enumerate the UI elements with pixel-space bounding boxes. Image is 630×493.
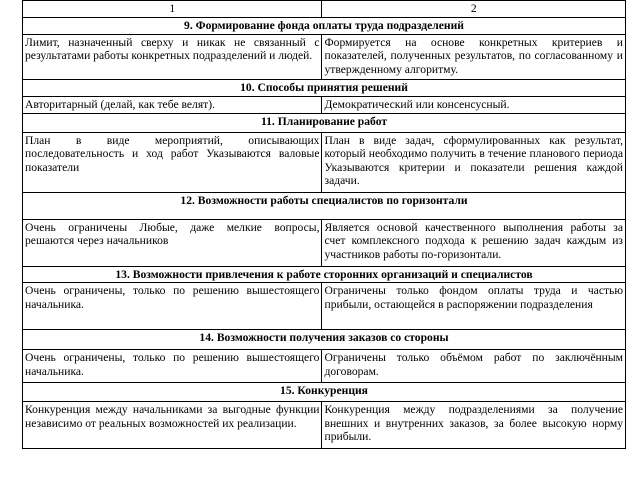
comparison-row	[23, 34, 626, 79]
section-title-row	[23, 330, 626, 350]
section-title: 14. Возможности получения заказов со стороны	[23, 330, 626, 350]
right-cell: Ограничены только объёмом работ по заключённым договорам.	[322, 350, 626, 383]
section-title: 12. Возможности работы специалистов по горизонтали	[23, 192, 626, 219]
right-cell: План в виде задач, сформулированных как результат, который необходимо получить в течение планового периода Указываются критерии и показатели решения каждой задачи.	[322, 132, 626, 192]
section-title-row	[23, 79, 626, 96]
section-title: 15. Конкуренция	[23, 383, 626, 402]
right-cell: Демократический или консенсусный.	[322, 96, 626, 113]
left-cell: Очень ограничены Любые, даже мелкие вопросы, решаются через начальников	[23, 219, 322, 266]
section-title-row	[23, 113, 626, 132]
column-number-row	[23, 1, 626, 18]
section-title: 9. Формирование фонда оплаты труда подразделений	[23, 17, 626, 34]
comparison-row	[23, 219, 626, 266]
right-cell: Является основой качественного выполнения работы за счет комплексного подхода к решению задач каждым из участников работы по-горизонтали.	[322, 219, 626, 266]
section-title-row	[23, 17, 626, 34]
section-title-row	[23, 192, 626, 219]
left-cell: Очень ограничены, только по решению вышестоящего начальника.	[23, 283, 322, 330]
right-cell: Ограничены только фондом оплаты труда и частью прибыли, остающейся в распоряжении подразделения	[322, 283, 626, 330]
left-cell: Авторитарный (делай, как тебе велят).	[23, 96, 322, 113]
left-cell: Очень ограничены, только по решению вышестоящего начальника.	[23, 350, 322, 383]
comparison-row	[23, 402, 626, 449]
right-cell: Конкуренция между подразделениями за получение внешних и внутренних заказов, за более высокую норму прибыли.	[322, 402, 626, 449]
comparison-table	[22, 0, 626, 449]
left-cell: Конкуренция между начальниками за выгодные функции независимо от реальных возможностей их реализации.	[23, 402, 322, 449]
comparison-row	[23, 283, 626, 330]
section-title: 11. Планирование работ	[23, 113, 626, 132]
left-cell: Лимит, назначенный сверху и никак не связанный с результатами работы конкретных подразделений и людей.	[23, 34, 322, 79]
right-cell: Формируется на основе конкретных критериев и показателей, полученных результатов, по согласованному и утвержденному алгоритму.	[322, 34, 626, 79]
section-title: 13. Возможности привлечения к работе сторонних организаций и специалистов	[23, 266, 626, 283]
comparison-row	[23, 96, 626, 113]
comparison-row	[23, 132, 626, 192]
section-title: 10. Способы принятия решений	[23, 79, 626, 96]
section-title-row	[23, 383, 626, 402]
column-number-2: 2	[322, 1, 626, 18]
left-cell: План в виде мероприятий, описывающих последовательность и ход работ Указываются валовые показатели	[23, 132, 322, 192]
column-number-1: 1	[23, 1, 322, 18]
comparison-row	[23, 350, 626, 383]
section-title-row	[23, 266, 626, 283]
